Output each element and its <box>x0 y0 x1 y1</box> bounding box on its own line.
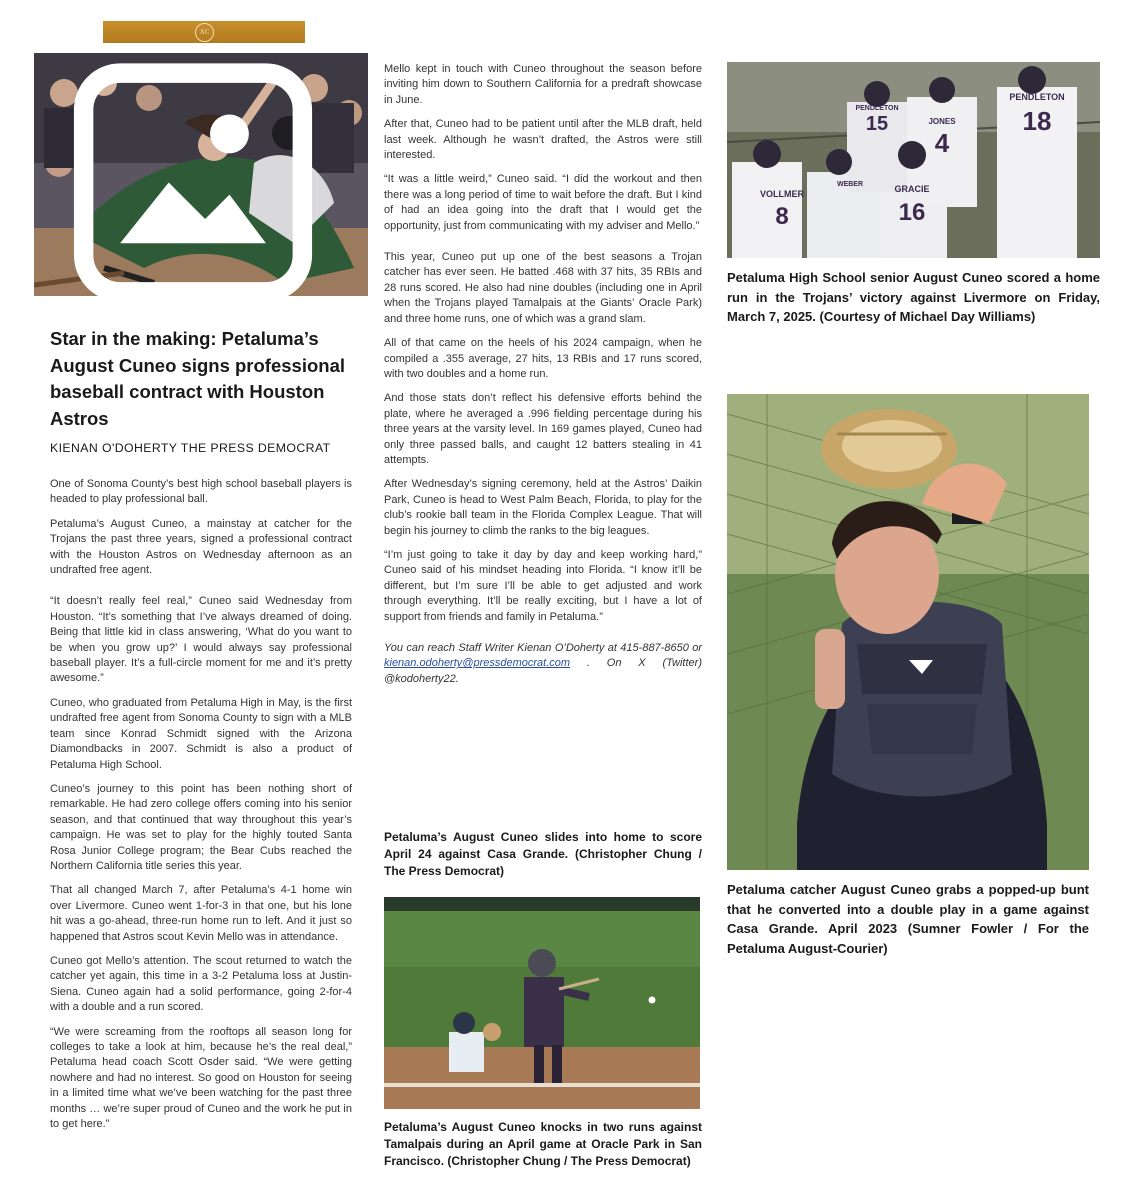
paragraph: That all changed March 7, after Petaluma’s 4-1 home win over Livermore. Cuneo went 1-for-3 in that one, but his lone hit was a go-ahead, three-run home run to left. And it just so happened that Astros scout Kevin Mello was in attendance. <box>50 884 352 943</box>
paragraph: And those stats don’t reflect his defensive efforts behind the plate, where he averaged a .996 fielding percentage during his three years at the varsity level. In 169 games played, Cuneo had only three passed balls, and caught 12 batters stealing in 41 attempts. <box>384 392 702 466</box>
jersey-number: 15 <box>865 113 889 135</box>
author-email-link[interactable]: kienan.odoherty@pressdemocrat.com <box>384 657 571 670</box>
caption-home-run: Petaluma High School senior August Cuneo scored a home run in the Trojans’ victory against Livermore on Friday, March 7, 2025. (Courtesy of Michael Day Williams) <box>727 270 1100 325</box>
paragraph: After that, Cuneo had to be patient until after the MLB draft, held last week. Although he wasn’t drafted, the Astros were still interested. <box>384 118 702 162</box>
paragraph: Cuneo, who graduated from Petaluma High in May, is the first undrafted free agent from Sonoma County to sign with a MLB team since Konrad Schmidt signed with the Arizona Diamondbacks in 2007. Schmidt is also a product of Petaluma High School. <box>50 696 352 771</box>
caption-oracle-park: Petaluma’s August Cuneo knocks in two runs against Tamalpais during an April game at Oracle Park in San Francisco. (Christopher Chung / The Press Democrat) <box>384 1120 702 1168</box>
jersey-name: WEBER <box>836 181 864 188</box>
jersey-name: VOLLMER <box>760 189 804 199</box>
jersey-number: 16 <box>898 199 926 226</box>
photo-oracle-park-image <box>384 897 700 1109</box>
jersey-number: 18 <box>1022 106 1052 136</box>
gallery-icon[interactable] <box>34 61 360 296</box>
paragraph: One of Sonoma County’s best high school baseball players is headed to play professional ball. <box>50 478 352 506</box>
jersey-number: 8 <box>775 203 789 230</box>
paragraph: Cuneo’s journey to this point has been nothing short of remarkable. He had zero college offers coming into his senior season, and that continued that way throughout this year’s campaign. He was set to play for the highly touted Santa Rosa Junior College program; the Bear Cubs reached the Northern California title series this year. <box>50 782 352 872</box>
contact-info <box>384 641 702 687</box>
paragraph: Petaluma’s August Cuneo, a mainstay at catcher for the Trojans the past three years, signed a professional contract with the Houston Astros on Wednesday afternoon as an undrafted free agent. <box>50 517 352 577</box>
photo-slide-home[interactable] <box>34 53 368 296</box>
article-byline: KIENAN O'DOHERTY THE PRESS DEMOCRAT <box>50 441 331 455</box>
photo-oracle-park[interactable] <box>384 897 700 1109</box>
paragraph: All of that came on the heels of his 2024 campaign, when he compiled a .355 average, 27 hits, 13 RBIs and 17 runs scored, with two doubles and a home run. <box>384 337 702 380</box>
article-headline: Star in the making: Petaluma’s August Cuneo signs professional baseball contract with Houston Astros <box>50 328 345 429</box>
paragraph: Cuneo got Mello’s attention. The scout returned to watch the catcher yet again, this time in a 3-2 Petaluma loss at Justin-Siena. Cuneo again had a solid performance, going 2-for-4 with a double and a run scored. <box>50 954 352 1014</box>
paragraph: “I’m just going to take it day by day and keep working hard,” Cuneo said of his mindset heading into Florida. “I know it’ll be different, but I’m sure I’ll be able to get adjusted and work through everything. It’ll be really exciting, but I have a lot of support from friends and family in Petaluma.” <box>384 548 702 623</box>
jersey-name: PENDLETON <box>855 105 899 112</box>
publication-banner <box>103 21 305 43</box>
jersey-name: JONES <box>928 117 956 126</box>
caption-slide-home: Petaluma’s August Cuneo slides into home to score April 24 against Casa Grande. (Christopher Chung / The Press Democrat) <box>384 830 702 878</box>
contact-prefix: You can reach Staff Writer Kienan O’Doherty at 415-887-8650 or <box>384 642 702 654</box>
publication-logo: AC <box>195 23 214 42</box>
jersey-name: PENDLETON <box>1009 92 1065 102</box>
photo-home-run-celebration[interactable] <box>727 62 1100 258</box>
jersey-name: GRACIE <box>894 184 930 194</box>
article-column-2 <box>384 62 702 696</box>
photo-catcher-image <box>727 394 1089 870</box>
paragraph: This year, Cuneo put up one of the best seasons a Trojan catcher has ever seen. He batted .468 with 37 hits, 35 RBIs and 28 runs scored. He also had nine doubles (including one in April when the Trojans played Tamalpais at the Giants’ Oracle Park) and three home runs, one of which was a grand slam. <box>384 251 702 325</box>
paragraph: “It doesn’t really feel real,” Cuneo said Wednesday from Houston. “It’s something that I’ve always dreamed of doing. Being that little kid in class answering, ‘What do you want to be when you grow up?’ I would always say professional baseball player. It’s a full-circle moment for me and it’s pretty awesome.” <box>50 595 352 685</box>
paragraph: After Wednesday’s signing ceremony, held at the Astros’ Daikin Park, Cuneo is head to West Palm Beach, Florida, to play for the club’s rookie ball team in the Florida Complex League. That will begin his journey to climb the ranks to the big leagues. <box>384 478 702 537</box>
article-column-1 <box>50 477 352 1141</box>
paragraph: “We were screaming from the rooftops all season long for colleges to take a look at him, because he’s the real deal,” Petaluma head coach Scott Osder said. “We were getting nowhere and had no interest. So good on Houston for seeing in a limited time what we’ve been watching for the past three months … we’re super proud of Cuneo and the work he put in to get here.” <box>50 1025 352 1131</box>
photo-catcher[interactable] <box>727 394 1089 870</box>
paragraph: “It was a little weird,” Cuneo said. “I did the workout and then there was a long period of time to wait before the draft. But I kind of had an idea going into the draft that I would get the opportunity, just from communicating with my adviser and Mello.” <box>384 173 702 232</box>
paragraph: Mello kept in touch with Cuneo throughout the season before inviting him down to Southern California for a predraft showcase in June. <box>384 63 702 106</box>
jersey-number: 4 <box>934 128 950 158</box>
contact-suffix: . On X (Twitter) @kodoherty22. <box>384 657 702 685</box>
caption-catcher: Petaluma catcher August Cuneo grabs a popped-up bunt that he converted into a double play in a game against Casa Grande. April 2023 (Sumner Fowler / For the Petaluma August-Courier) <box>727 882 1089 956</box>
jersey-overlay <box>727 62 1100 258</box>
